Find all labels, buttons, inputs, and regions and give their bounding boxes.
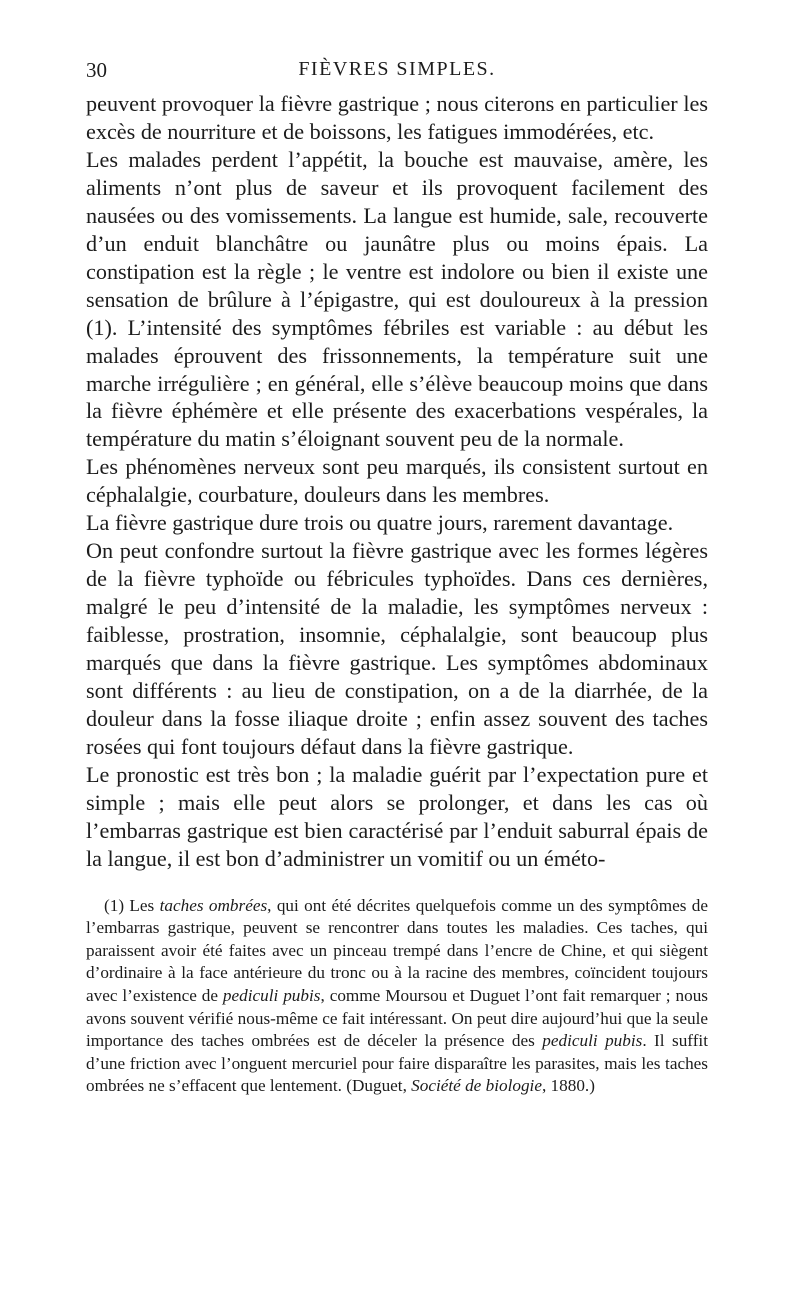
paragraph-duration: La fièvre gastrique dure trois ou quatre jours, rarement davantage. [86, 510, 674, 536]
page-number: 30 [86, 58, 107, 82]
footnotes [86, 895, 708, 1098]
footnote-text: , qui ont été décrites quelquefois comme un des symptômes de l’embarras gastrique, peuvent se rencontrer dans toutes les maladies. Ces taches, qui paraissent avoir été faites avec un pinceau trempé dans l’encre de Chine, et qui siègent d’ordinaire à la face antérieure du tronc ou à la racine des membres, coïncident toujours avec l’existence de [86, 895, 708, 1006]
footnote-text: , 1880.) [541, 1076, 595, 1096]
paragraph-prognosis: Le pronostic est très bon ; la maladie guérit par l’expectation pure et simple ; mais elle peut alors se prolonger, et dans les cas où l’embarras gastrique est bien caractérisé par l’enduit saburral épais de la langue, il est bon d’administrer un vomitif ou un éméto- [86, 761, 708, 871]
paragraph-diagnosis: On peut confondre surtout la fièvre gastrique avec les formes légères de la fièvre typhoïde ou fébricules typhoïdes. Dans ces dernières, malgré le peu d’intensité de la maladie, les symptômes nerveux : faiblesse, prostration, insomnie, céphalalgie, sont beaucoup plus marqués que dans la fièvre gastrique. Les symptômes abdominaux sont différents : au lieu de constipation, on a de la diarrhée, de la douleur dans la fosse iliaque droite ; enfin assez souvent des taches rosées qui font toujours défaut dans la fièvre gastrique. [86, 538, 708, 759]
footnote-italic-term: pediculi pubis [222, 986, 321, 1006]
footnote-text: , comme Moursou et Duguet l’ont fait remarquer ; nous avons souvent vérifié nous-même ce fait intéressant. On peut dire aujourd’hui que la seule importance des taches ombrées est de déceler la présence des [86, 986, 708, 1051]
footnote-text: . Il suffit d’une friction avec l’onguent mercuriel pour faire disparaître les parasites, mais les taches ombrées ne s’effacent que lentement. (Duguet, [86, 1031, 708, 1096]
footnote-italic-term: pediculi pubis [542, 1031, 643, 1051]
book-page [86, 54, 708, 1098]
main-text [86, 90, 708, 873]
page-header [86, 54, 708, 88]
footnote-1 [86, 895, 708, 1098]
running-title: FIÈVRES SIMPLES. [298, 58, 496, 80]
paragraph-nervous-phenomena: Les phénomènes nerveux sont peu marqués, ils consistent surtout en céphalalgie, courbature, douleurs dans les membres. [86, 454, 708, 508]
paragraph-symptoms: Les malades perdent l’appétit, la bouche est mauvaise, amère, les aliments n’ont plus de saveur et ils provoquent facilement des nausées ou des vomissements. La langue est humide, sale, recouverte d’un enduit blanchâtre ou jaunâtre plus ou moins épais. La constipation est la règle ; le ventre est indolore ou bien il existe une sensation de brûlure à l’épigastre, qui est douloureux à la pression (1). L’intensité des symptômes fébriles est variable : au début les malades éprouvent des frissonnements, la température suit une marche irrégulière ; en général, elle s’élève beaucoup moins que dans la fièvre éphémère et elle présente des exacerbations vespérales, la température du matin s’éloignant souvent peu de la normale. [86, 146, 708, 452]
footnote-italic-term: taches ombrées [159, 895, 268, 915]
footnote-text: Les [129, 895, 160, 915]
footnote-marker: (1) [104, 895, 130, 915]
footnote-citation: Société de biologie [411, 1076, 542, 1096]
paragraph-continuation: peuvent provoquer la fièvre gastrique ; nous citerons en particulier les excès de nourriture et de boissons, les fatigues immodérées, etc. [86, 91, 708, 144]
